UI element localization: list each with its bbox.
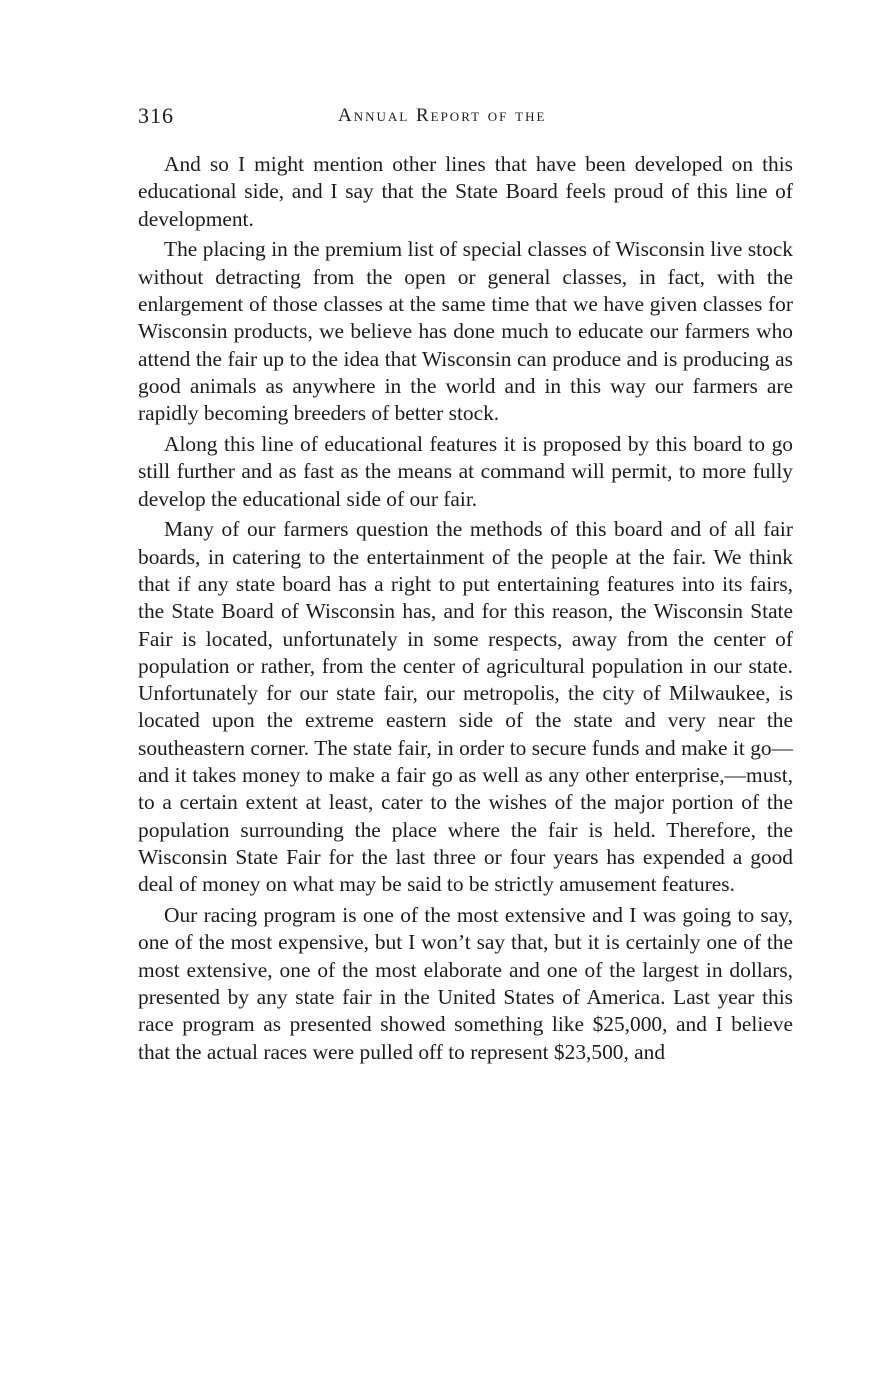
running-title: Annual Report of the	[338, 105, 547, 126]
page-header	[138, 103, 798, 133]
paragraph: Our racing program is one of the most extensive and I was going to say, one of the most expensive, but I won’t say that, but it is certainly one of the most extensive, one of the most elaborate and one of the largest in dollars, presented by any state fair in the United States of America. Last year this race program as presented showed something like $25,000, and I believe that the actual races were pulled off to represent $23,500, and	[138, 903, 793, 1064]
paragraph: Many of our farmers question the methods of this board and of all fair boards, in catering to the entertainment of the people at the fair. We think that if any state board has a right to put entertaining features into its fairs, the State Board of Wisconsin has, and for this reason, the Wisconsin State Fair is located, unfortunately in some respects, away from the center of population or rather, from the center of agricultural population in our state. Unfortunately for our state fair, our metropolis, the city of Milwaukee, is located upon the extreme eastern side of the state and very near the southeastern corner. The state fair, in order to secure funds and make it go—and it takes money to make a fair go as well as any other enterprise,—must, to a certain extent at least, cater to the wishes of the major portion of the population surrounding the place where the fair is held. Therefore, the Wisconsin State Fair for the last three or four years has expended a good deal of money on what may be said to be strictly amusement features.	[138, 517, 793, 897]
body-text	[138, 151, 793, 1069]
page-number: 316	[138, 103, 174, 128]
paragraph: And so I might mention other lines that have been developed on this educational side, and I say that the State Board feels proud of this line of development.	[138, 152, 793, 231]
paragraph: Along this line of educational features it is proposed by this board to go still further and as fast as the means at command will permit, to more fully develop the educational side of our fair.	[138, 431, 793, 511]
paragraph: The placing in the premium list of special classes of Wisconsin live stock without detracting from the open or general classes, in fact, with the enlargement of those classes at the same time that we have given classes for Wisconsin products, we believe has done much to educate our farmers who attend the fair up to the idea that Wisconsin can produce and is producing as good animals as anywhere in the world and in this way our farmers are rapidly becoming breeders of better stock.	[138, 237, 793, 426]
